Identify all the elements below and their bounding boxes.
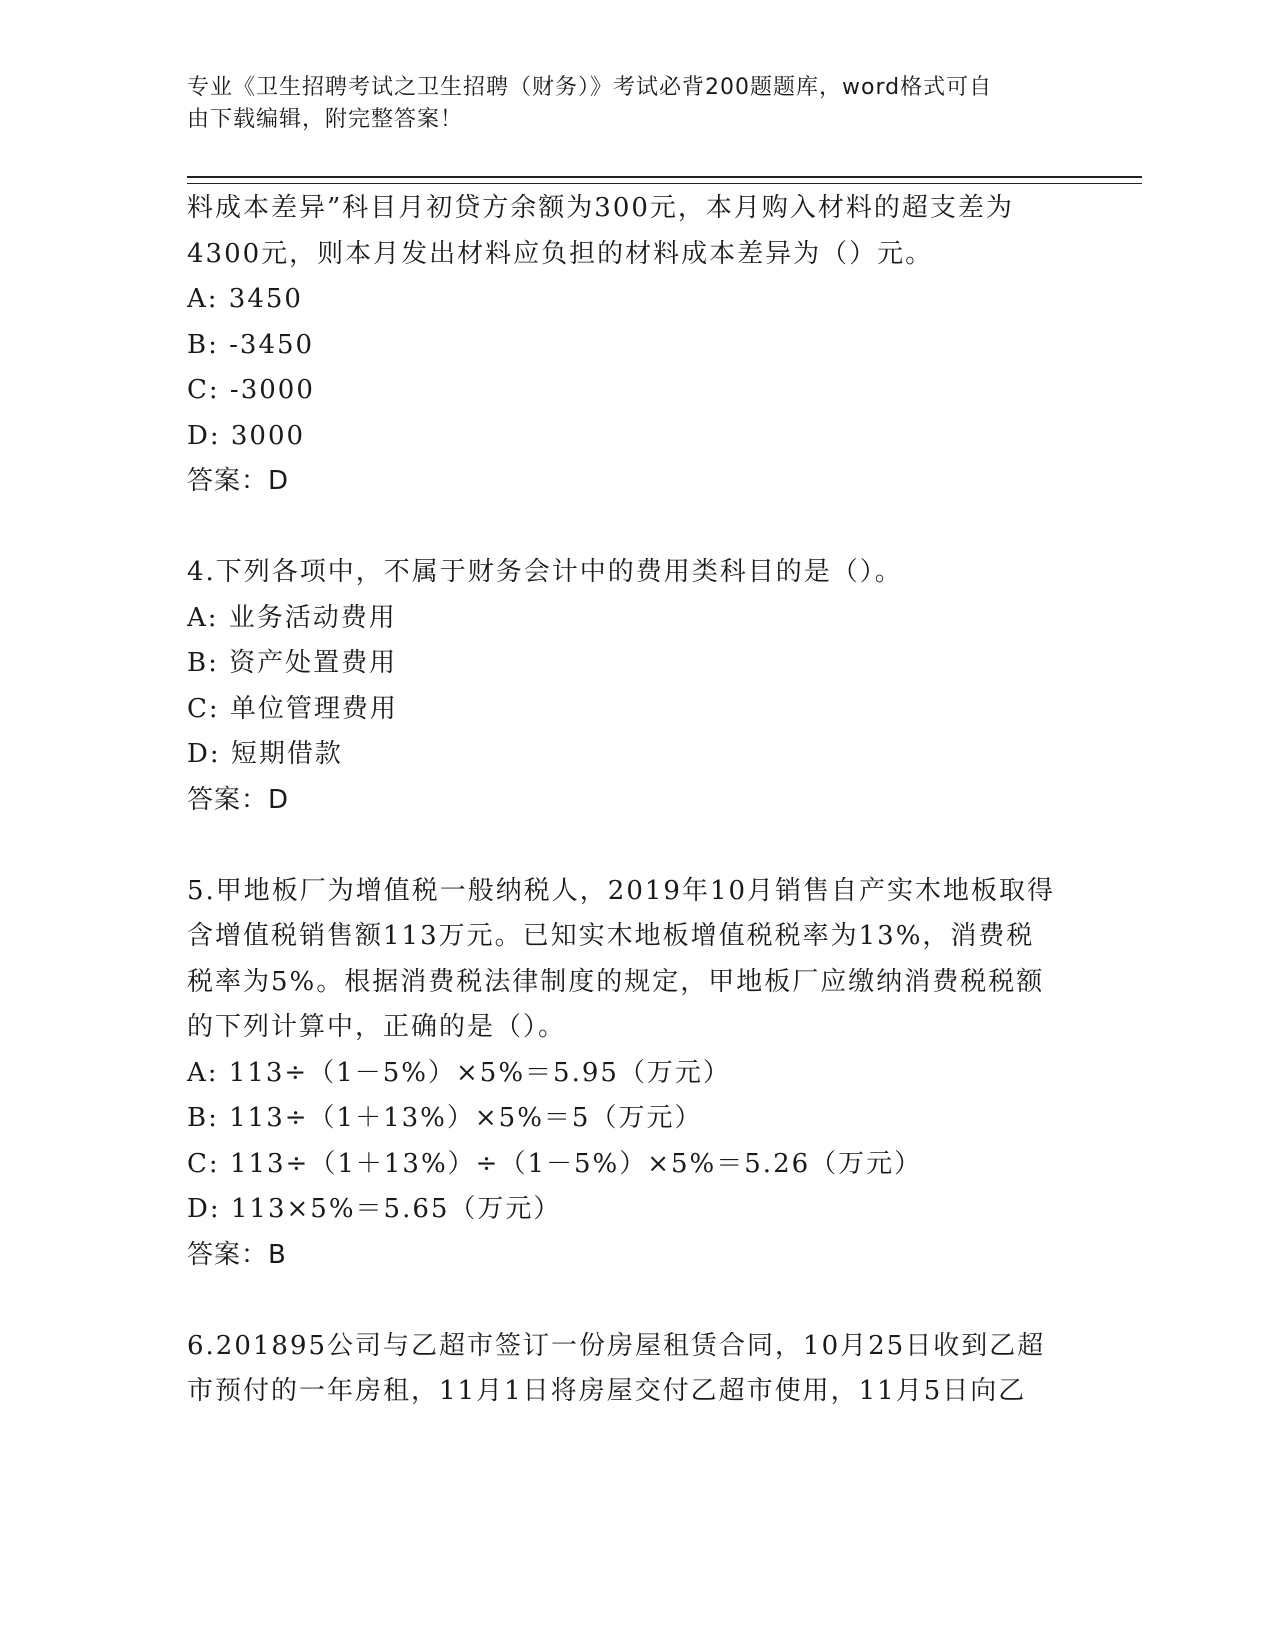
option-c: C: 113÷（1＋13%）÷（1－5%）×5%＝5.26（万元） [187, 1148, 923, 1179]
question-stem-line: 6.201895公司与乙超市签订一份房屋租赁合同，10月25日收到乙超 [187, 1330, 1046, 1361]
question-stem-line: 市预付的一年房租，11月1日将房屋交付乙超市使用，11月5日向乙 [187, 1376, 1027, 1406]
question-stem-line: 料成本差异”科目月初贷方余额为300元，本月购入材料的超支差为 [187, 193, 1014, 223]
question-stem-line: 含增值税销售额113万元。已知实木地板增值税税率为13%，消费税 [187, 921, 1035, 951]
header-divider [187, 176, 1142, 184]
question-stem-line: 5.甲地板厂为增值税一般纳税人，2019年10月销售自产实木地板取得 [187, 875, 1056, 906]
question-6 [187, 1324, 1087, 1415]
option-a: A: 业务活动费用 [187, 602, 397, 633]
header-line-2: 由下载编辑，附完整答案！ [187, 107, 464, 132]
option-c: C: -3000 [187, 375, 315, 405]
answer-label: 答案：D [187, 466, 290, 496]
option-b: B: 113÷（1＋13%）×5%＝5（万元） [187, 1103, 703, 1133]
question-4 [187, 550, 1087, 823]
option-d: D: 113×5%＝5.65（万元） [187, 1194, 562, 1224]
option-b: B: -3450 [187, 329, 315, 360]
option-b: B: 资产处置费用 [187, 648, 398, 678]
question-stem-line: 税率为5%。根据消费税法律制度的规定，甲地板厂应缴纳消费税税额 [187, 966, 1045, 997]
spacer [187, 505, 1087, 551]
question-3 [187, 186, 1087, 505]
answer-label: 答案：D [187, 784, 290, 815]
header-line-1: 专业《卫生招聘考试之卫生招聘（财务）》考试必背200题题库，word格式可自 [187, 75, 993, 100]
spacer [187, 1278, 1087, 1324]
question-stem-line: 的下列计算中，正确的是（）。 [187, 1012, 567, 1042]
option-c: C: 单位管理费用 [187, 693, 398, 724]
document-body [187, 186, 1087, 1415]
question-stem-line: 4300元，则本月发出材料应负担的材料成本差异为（）元。 [187, 238, 934, 269]
option-a: A: 3450 [187, 284, 303, 314]
spacer [187, 823, 1087, 869]
question-5 [187, 869, 1087, 1279]
option-d: D: 3000 [187, 420, 306, 451]
option-a: A: 113÷（1－5%）×5%＝5.95（万元） [187, 1057, 731, 1088]
option-d: D: 短期借款 [187, 739, 343, 769]
page-header [187, 72, 1087, 136]
answer-label: 答案：B [187, 1239, 287, 1270]
question-stem-line: 4.下列各项中，不属于财务会计中的费用类科目的是（）。 [187, 557, 903, 587]
